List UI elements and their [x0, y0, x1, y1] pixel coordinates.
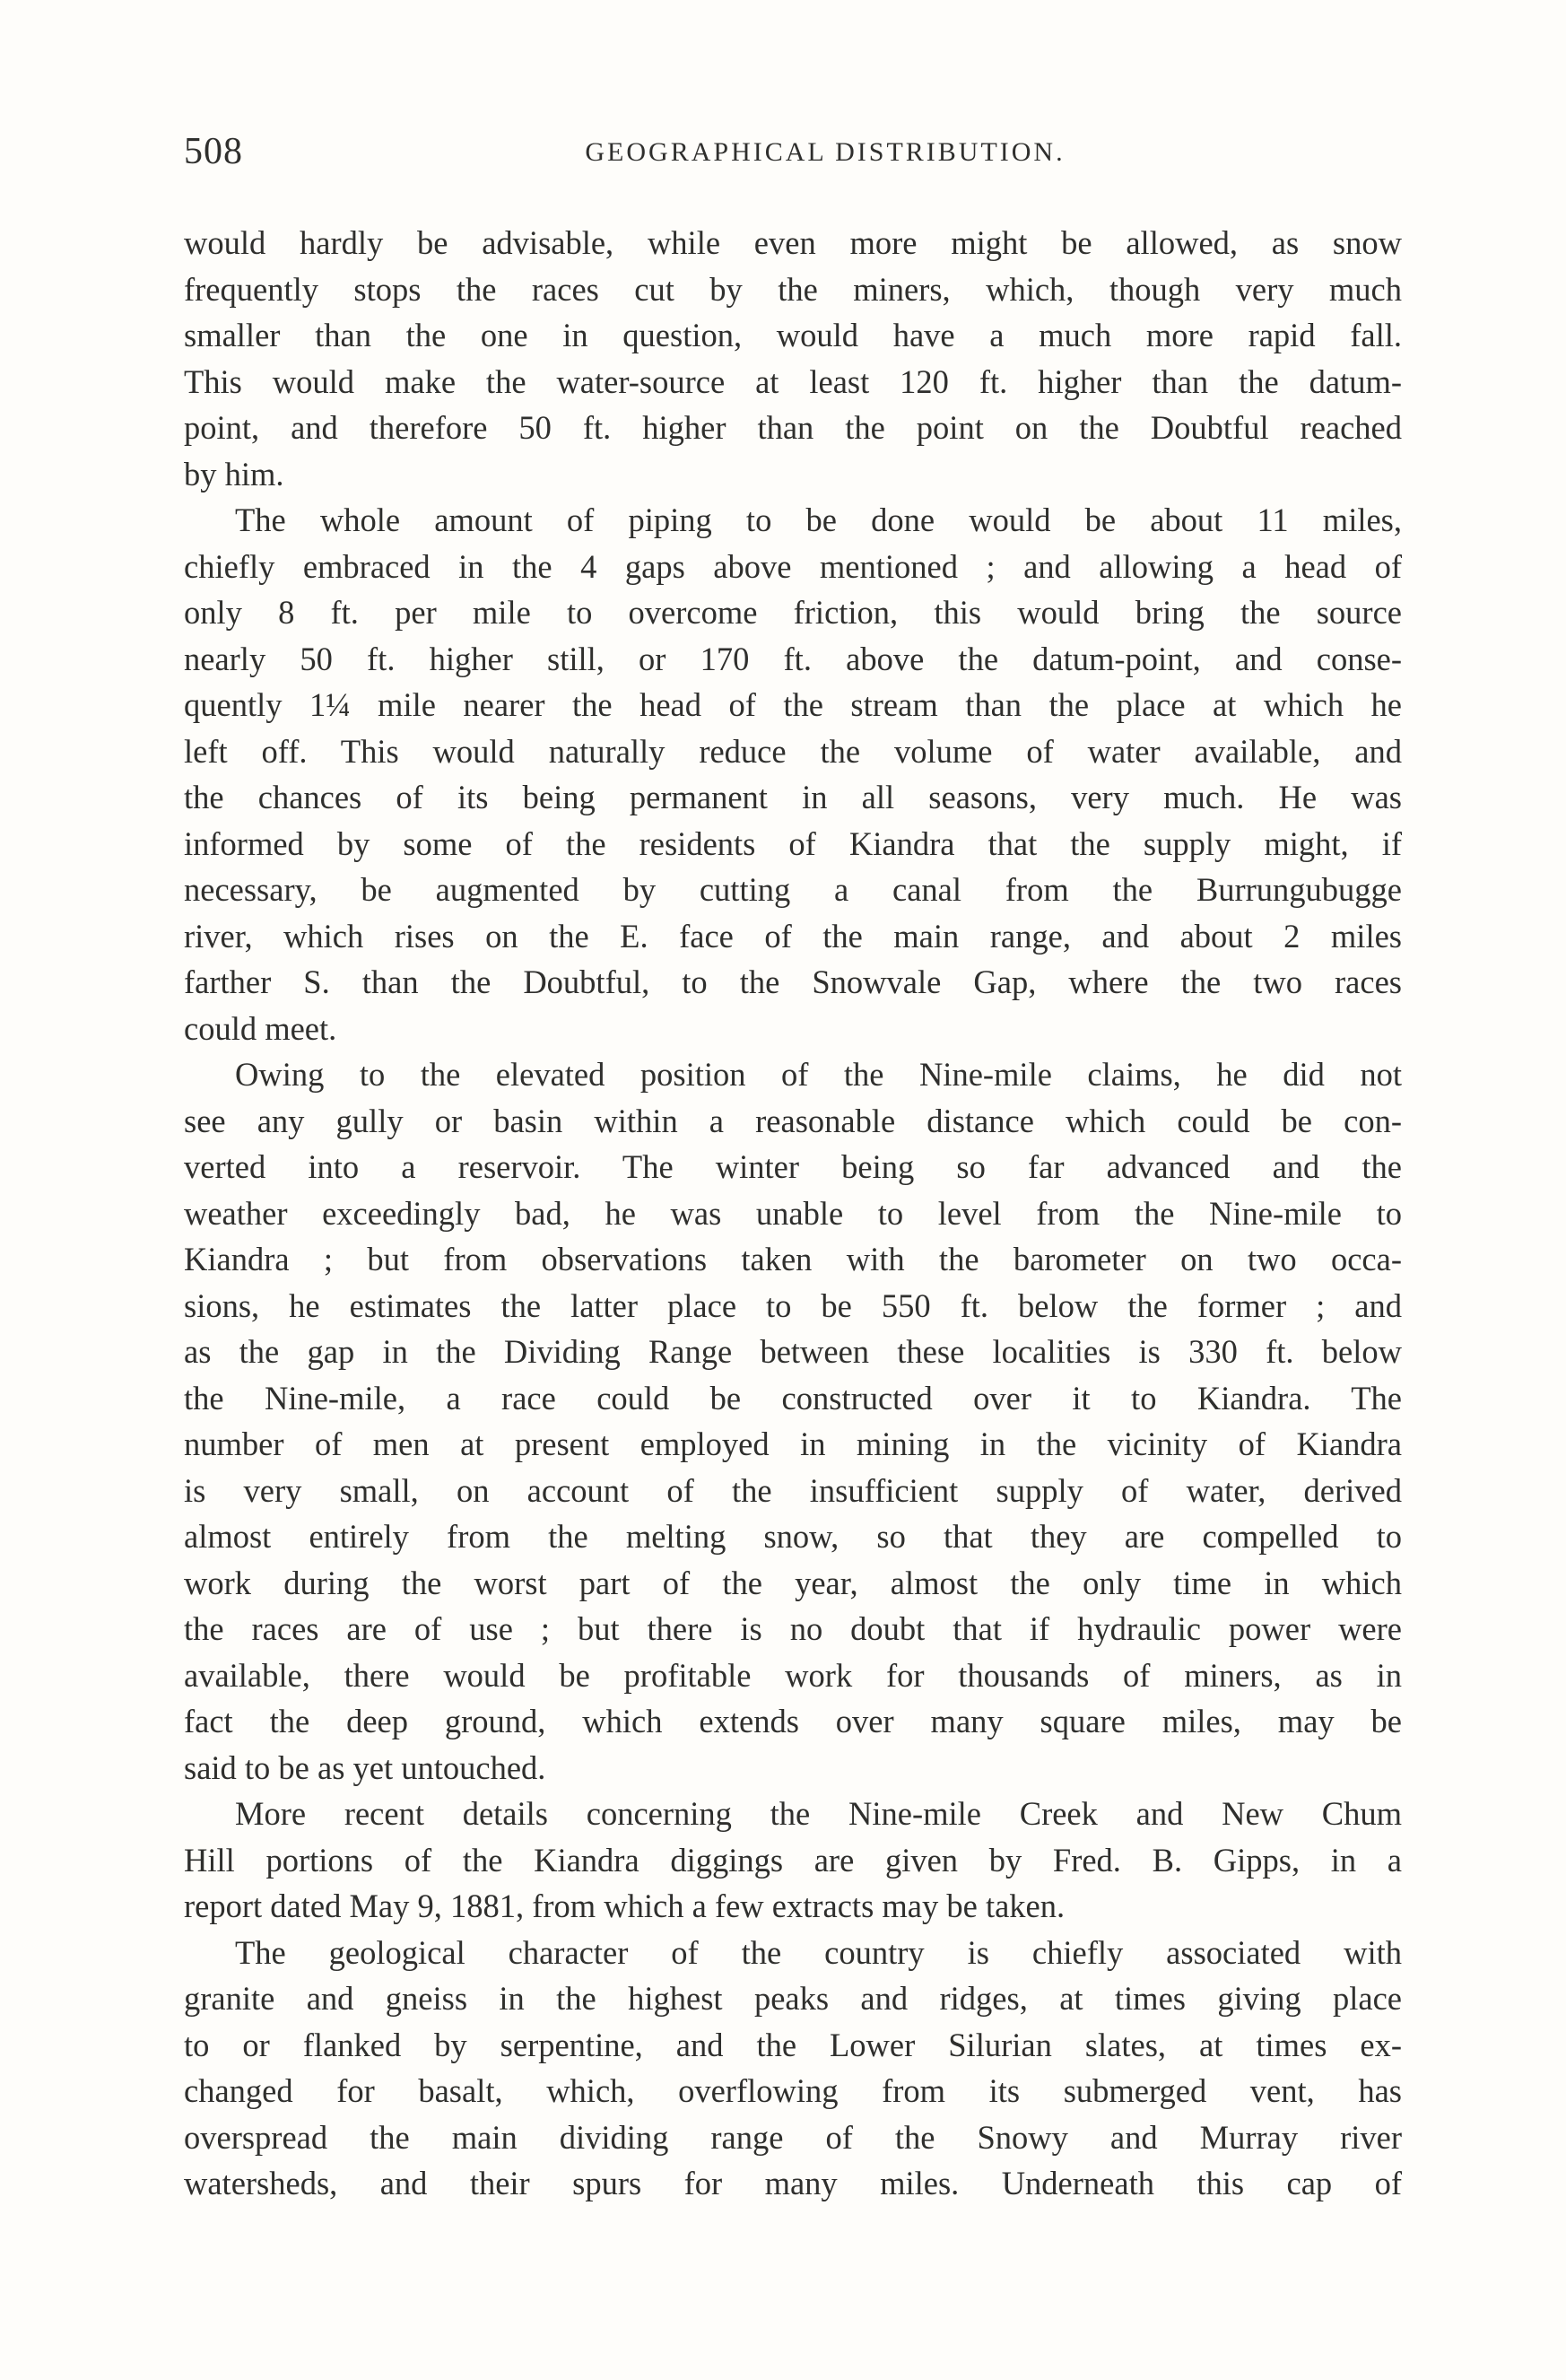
- text-line: The whole amount of piping to be done would be about 11 miles,: [235, 501, 1402, 538]
- text-line: overspread the main dividing range of the Snowy and Murray river: [184, 2118, 1402, 2156]
- running-head: [184, 130, 1431, 184]
- text-line: available, there would be profitable work for thousands of miners, as in: [184, 1656, 1402, 1694]
- text-line: changed for basalt, which, overflowing from its submerged vent, has: [184, 2072, 1402, 2109]
- page-number: 508: [184, 131, 243, 172]
- text-line: only 8 ft. per mile to overcome friction, this would bring the source: [184, 594, 1402, 631]
- text-line: the chances of its being permanent in all seasons, very much. He was: [184, 779, 1402, 815]
- text-line: verted into a reservoir. The winter being so far advanced and the: [184, 1148, 1402, 1185]
- text-line: point, and therefore 50 ft. higher than the point on the Doubtful reached: [184, 409, 1402, 446]
- text-line: by him.: [184, 455, 284, 493]
- paragraph-3: [184, 1051, 1402, 1791]
- text-line: as the gap in the Dividing Range between these localities is 330 ft. below: [184, 1333, 1402, 1370]
- text-line: The geological character of the country is chiefly associated with: [235, 1933, 1402, 1971]
- text-line: frequently stops the races cut by the miners, which, though very much: [184, 270, 1402, 308]
- paragraph-5: [184, 1930, 1402, 2207]
- text-line: This would make the water-source at least 120 ft. higher than the datum-: [184, 362, 1402, 400]
- text-line: Kiandra ; but from observations taken with the barometer on two occa-: [184, 1241, 1402, 1277]
- text-line: number of men at present employed in mining in the vicinity of Kiandra: [184, 1425, 1402, 1462]
- text-line: granite and gneiss in the highest peaks and ridges, at times giving place: [184, 1980, 1402, 2017]
- text-line: would hardly be advisable, while even more might be allowed, as snow: [184, 224, 1402, 261]
- text-line: said to be as yet untouched.: [184, 1748, 546, 1786]
- text-line: informed by some of the residents of Kiandra that the supply might, if: [184, 824, 1402, 862]
- text-line: work during the worst part of the year, almost the only time in which: [184, 1564, 1402, 1601]
- text-line: fact the deep ground, which extends over many square miles, may be: [184, 1703, 1402, 1739]
- text-line: chiefly embraced in the 4 gaps above mentioned ; and allowing a head of: [184, 547, 1402, 585]
- paragraph-1: [184, 220, 1402, 497]
- text-line: see any gully or basin within a reasonable distance which could be con-: [184, 1102, 1402, 1139]
- text-line: almost entirely from the melting snow, so that they are compelled to: [184, 1518, 1402, 1555]
- text-line: left off. This would naturally reduce the volume of water available, and: [184, 732, 1402, 770]
- text-line: Hill portions of the Kiandra diggings are given by Fred. B. Gipps, in a: [184, 1841, 1402, 1879]
- text-line: the Nine-mile, a race could be constructed over it to Kiandra. The: [184, 1379, 1402, 1417]
- text-line: Owing to the elevated position of the Nine-mile claims, he did not: [235, 1056, 1402, 1093]
- text-line: farther S. than the Doubtful, to the Snowvale Gap, where the two races: [184, 963, 1402, 1000]
- text-line: sions, he estimates the latter place to be 550 ft. below the former ; and: [184, 1286, 1402, 1324]
- text-line: weather exceedingly bad, he was unable to level from the Nine-mile to: [184, 1194, 1402, 1232]
- text-line: nearly 50 ft. higher still, or 170 ft. above the datum-point, and conse-: [184, 640, 1402, 677]
- body-text: [184, 220, 1402, 2207]
- paragraph-2: [184, 497, 1402, 1051]
- text-line: necessary, be augmented by cutting a canal from the Burrungubugge: [184, 871, 1402, 908]
- page-header-title: GEOGRAPHICAL DISTRIBUTION.: [585, 137, 1066, 167]
- text-line: report dated May 9, 1881, from which a few extracts may be taken.: [184, 1887, 1066, 1924]
- paragraph-4: [184, 1791, 1402, 1930]
- text-line: watersheds, and their spurs for many miles. Underneath this cap of: [184, 2165, 1402, 2201]
- text-line: smaller than the one in question, would have a much more rapid fall.: [184, 317, 1402, 353]
- text-line: is very small, on account of the insufficient supply of water, derived: [184, 1471, 1402, 1509]
- text-line: quently 1¼ mile nearer the head of the stream than the place at which he: [184, 686, 1402, 723]
- text-line: river, which rises on the E. face of the main range, and about 2 miles: [184, 917, 1402, 955]
- text-line: the races are of use ; but there is no doubt that if hydraulic power were: [184, 1610, 1402, 1647]
- text-line: More recent details concerning the Nine-mile Creek and New Chum: [235, 1795, 1402, 1832]
- text-line: could meet.: [184, 1009, 337, 1047]
- text-line: to or flanked by serpentine, and the Lower Silurian slates, at times ex-: [184, 2026, 1402, 2063]
